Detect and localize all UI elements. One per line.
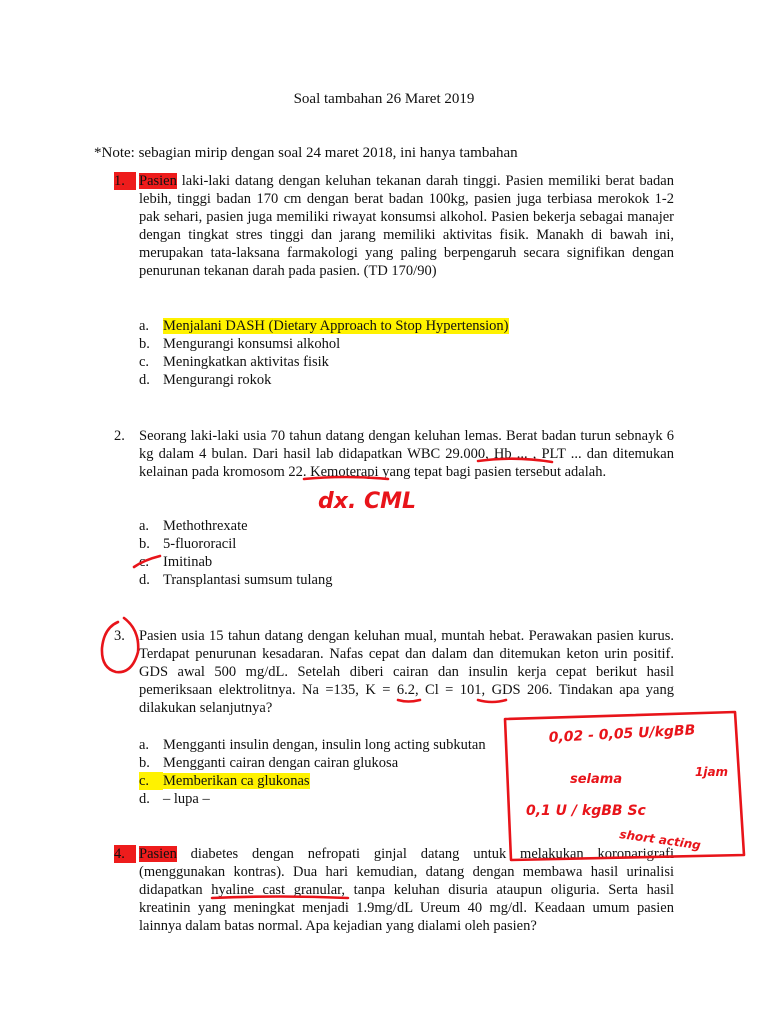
- option-letter: a.: [139, 737, 150, 753]
- question-4: [114, 845, 674, 935]
- option-letter: d.: [139, 791, 150, 807]
- note-text: *Note: sebagian mirip dengan soal 24 maret 2018, ini hanya tambahan: [94, 145, 518, 161]
- options-q3: [139, 736, 559, 808]
- options-q1: [139, 317, 559, 389]
- option-a: [139, 317, 559, 335]
- question-number: 3.: [114, 628, 125, 644]
- option-b: [139, 335, 559, 353]
- question-1: [114, 172, 674, 280]
- handwritten-line-5: short acting: [618, 827, 702, 853]
- question-body: laki-laki datang dengan keluhan tekanan darah tinggi. Pasien memiliki berat badan lebih, tinggi badan 170 cm dengan berat badan 100kg, pasien juga terbiasa merokok 1-2 pak sehari, pasien juga memiliki riwayat konsumsi alkohol. Pasien bekerja sebagai manajer dengan tingkat stres tinggi dan jarang memiliki aktivitas fisik. Manakh di bawah ini, merupakan tata-laksana farmakologi yang paling berpengaruh secara signifikan dengan penurunan tekanan darah pada pasien. (TD 170/90): [139, 173, 674, 279]
- question-text: [139, 172, 674, 280]
- handwritten-line-3: selama: [570, 772, 623, 787]
- question-body: diabetes dengan nefropati ginjal datang untuk melakukan koronarigrafi (menggunakan kontras). Dua hari kemudian, datang dengan membawa hasil urinalisi didapatkan hyaline cast granular, tanpa keluhan disuria ataupun oliguria. Serta hasil kreatinin yang meningkat menjadi 1.9mg/dL Ureum 40 mg/dl. Keadaan umum pasien lainnya dalam batas normal. Apa kejadian yang dialami oleh pasien?: [139, 846, 674, 934]
- question-2: [114, 427, 674, 481]
- option-d: [139, 790, 559, 808]
- handwritten-line-2: 1jam: [695, 765, 729, 779]
- option-text: – lupa –: [163, 791, 210, 807]
- option-letter: b.: [139, 755, 150, 771]
- option-b: [139, 754, 559, 772]
- option-c: [139, 772, 559, 790]
- handwritten-line-1: 0,02 - 0,05 U/kgBB: [548, 722, 696, 746]
- option-a: [139, 736, 559, 754]
- option-d: [139, 571, 559, 589]
- option-text: Mengganti insulin dengan, insulin long acting subkutan: [163, 737, 486, 753]
- option-text: 5-fluororacil: [163, 536, 237, 552]
- option-letter: a.: [139, 318, 150, 334]
- option-letter: d.: [139, 572, 150, 588]
- option-text: Imitinab: [163, 554, 213, 570]
- option-text: Transplantasi sumsum tulang: [163, 572, 333, 588]
- option-letter: b.: [139, 336, 150, 352]
- option-letter: d.: [139, 372, 150, 388]
- option-text: Meningkatkan aktivitas fisik: [163, 354, 329, 370]
- highlighted-word: Pasien: [139, 846, 177, 862]
- option-letter: c.: [139, 354, 150, 370]
- question-text: Pasien usia 15 tahun datang dengan keluhan mual, muntah hebat. Perawakan pasien kurus. Terdapat penurunan kesadaran. Nafas cepat dan dalam dan ditemukan keton urin positif. GDS awal 500 mg/dL. Setelah diberi cairan dan insulin kerja cepat berikut hasil pemeriksaan elektrolitnya. Na =135, K = 6.2, Cl = 101, GDS 206. Tindakan apa yang dilakukan selanjutnya?: [139, 628, 674, 716]
- option-a: [139, 517, 559, 535]
- option-letter: a.: [139, 518, 150, 534]
- option-b: [139, 535, 559, 553]
- question-number: 4.: [114, 845, 136, 863]
- handwritten-line-4: 0,1 U / kgBB Sc: [526, 803, 646, 819]
- handwritten-dx: dx. CML: [318, 489, 417, 514]
- question-3: [114, 627, 674, 717]
- question-number: 1.: [114, 172, 136, 190]
- option-c: [139, 553, 559, 571]
- option-text: Methothrexate: [163, 518, 248, 534]
- question-text: Seorang laki-laki usia 70 tahun datang dengan keluhan lemas. Berat badan turun sebnayk 6 kg dalam 4 bulan. Dari hasil lab didapatkan WBC 29.000, Hb ... , PLT ... dan ditemukan kelainan pada kromosom 22. Kemoterapi yang tepat bagi pasien tersebut adalah.: [139, 428, 674, 480]
- option-text: Menjalani DASH (Dietary Approach to Stop Hypertension): [163, 318, 509, 334]
- question-number: 2.: [114, 428, 125, 444]
- option-letter: c.: [139, 554, 150, 570]
- option-text: Memberikan ca glukonas: [163, 773, 310, 789]
- option-d: [139, 371, 559, 389]
- option-letter: c.: [139, 772, 163, 790]
- page-title: Soal tambahan 26 Maret 2019: [293, 91, 475, 107]
- option-letter: b.: [139, 536, 150, 552]
- option-text: Mengganti cairan dengan cairan glukosa: [163, 755, 399, 771]
- question-text: [139, 845, 674, 935]
- option-text: Mengurangi rokok: [163, 372, 272, 388]
- option-c: [139, 353, 559, 371]
- highlighted-word: Pasien: [139, 173, 177, 189]
- option-text: Mengurangi konsumsi alkohol: [163, 336, 341, 352]
- options-q2: [139, 517, 559, 589]
